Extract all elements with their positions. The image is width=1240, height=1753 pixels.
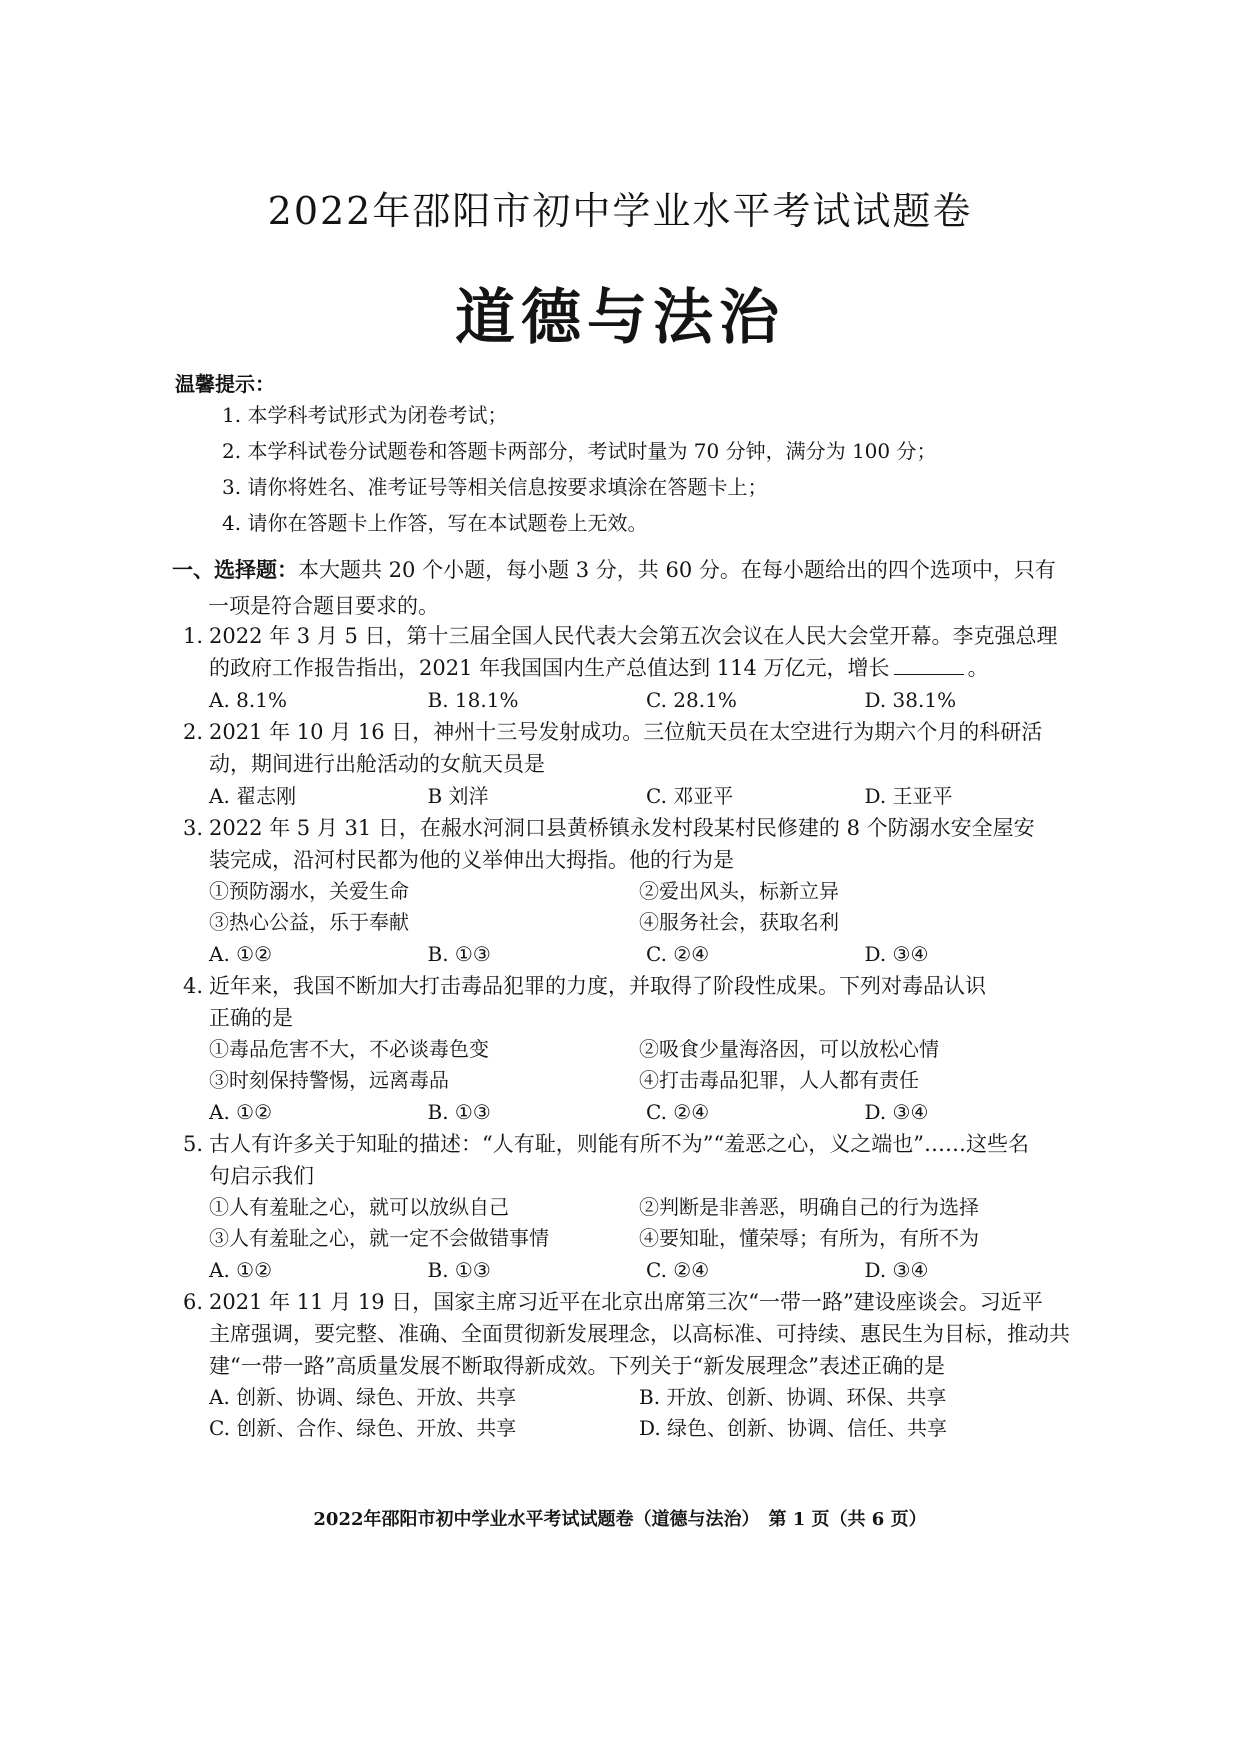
statement: ①人有羞耻之心，就可以放纵自己 <box>209 1195 509 1219</box>
option-b: B. 开放、创新、协调、环保、共享 <box>639 1385 947 1409</box>
option-c: C. ②④ <box>646 1258 710 1282</box>
question-3 <box>183 812 1083 970</box>
question-number: 4. <box>183 974 204 998</box>
notice-item: 2. 本学科试卷分试题卷和答题卡两部分，考试时量为 70 分钟，满分为 100 分； <box>222 439 937 463</box>
option-a: A. ①② <box>209 1100 273 1124</box>
statement-list <box>183 1192 1083 1254</box>
option-c: C. ②④ <box>646 1100 710 1124</box>
question-stem: 2022 年 5 月 31 日，在赧水河洞口县黄桥镇永发村段某村民修建的 8 个防溺水安全屋安 <box>209 816 1035 840</box>
question-stem-end: 。 <box>967 656 989 680</box>
question-stem: 古人有许多关于知耻的描述：“人有耻，则能有所不为”“羞恶之心，义之端也”……这些名 <box>209 1132 1029 1156</box>
statement: ②吸食少量海洛因，可以放松心情 <box>639 1037 939 1061</box>
option-row <box>183 1254 1083 1286</box>
statement: ③时刻保持警惕，远离毒品 <box>209 1068 449 1092</box>
question-stem: 2021 年 10 月 16 日，神州十三号发射成功。三位航天员在太空进行为期六个月的科研活 <box>209 720 1043 744</box>
exam-title: 2022年邵阳市初中学业水平考试试题卷 <box>267 189 973 233</box>
option-b: B. ①③ <box>427 1100 491 1124</box>
option-a: A. 8.1% <box>209 688 287 712</box>
statement: ④服务社会，获取名利 <box>639 910 839 934</box>
question-stem: 动，期间进行出舱活动的女航天员是 <box>209 752 545 776</box>
subject-title: 道德与法治 <box>455 283 785 353</box>
notice-item: 3. 请你将姓名、准考证号等相关信息按要求填涂在答题卡上； <box>222 475 768 499</box>
notice-item: 4. 请你在答题卡上作答，写在本试题卷上无效。 <box>222 511 648 535</box>
statement: ④打击毒品犯罪，人人都有责任 <box>639 1068 919 1092</box>
question-stem: 近年来，我国不断加大打击毒品犯罪的力度，并取得了阶段性成果。下列对毒品认识 <box>209 974 986 998</box>
question-stem: 的政府工作报告指出，2021 年我国国内生产总值达到 114 万亿元，增长 <box>209 656 890 680</box>
statement-list <box>183 1034 1083 1096</box>
statement: ①预防溺水，关爱生命 <box>209 879 409 903</box>
question-number: 3. <box>183 816 204 840</box>
notice-list <box>222 397 1122 541</box>
question-stem: 句启示我们 <box>209 1164 314 1188</box>
option-list <box>183 1382 1083 1444</box>
notice-heading: 温馨提示： <box>175 372 275 396</box>
section-instructions: 本大题共 20 个小题，每小题 3 分，共 60 分。在每小题给出的四个选项中，只有 <box>298 558 1056 582</box>
question-number: 5. <box>183 1132 204 1156</box>
page-footer: 2022年邵阳市初中学业水平考试试题卷（道德与法治） 第 1 页（共 6 页） <box>313 1509 927 1530</box>
option-row <box>183 1096 1083 1128</box>
question-4 <box>183 970 1083 1128</box>
option-a: A. 翟志刚 <box>209 784 297 808</box>
option-d: D. 38.1% <box>864 688 957 712</box>
question-list <box>183 620 1083 1444</box>
option-d: D. 王亚平 <box>864 784 953 808</box>
option-d: D. ③④ <box>864 942 929 966</box>
option-c: C. 28.1% <box>646 688 737 712</box>
option-d: D. ③④ <box>864 1258 929 1282</box>
question-1 <box>183 620 1083 716</box>
statement: ③热心公益，乐于奉献 <box>209 910 409 934</box>
question-number: 6. <box>183 1290 204 1314</box>
option-c: C. ②④ <box>646 942 710 966</box>
answer-blank <box>894 654 964 675</box>
option-row <box>183 938 1083 970</box>
question-stem: 2021 年 11 月 19 日，国家主席习近平在北京出席第三次“一带一路”建设座谈会。习近平 <box>209 1290 1043 1314</box>
notice-item: 1. 本学科考试形式为闭卷考试； <box>222 403 508 427</box>
question-stem: 正确的是 <box>209 1006 293 1030</box>
question-number: 2. <box>183 720 204 744</box>
question-2 <box>183 716 1083 812</box>
option-a: A. 创新、协调、绿色、开放、共享 <box>209 1385 517 1409</box>
option-row <box>183 780 1083 812</box>
section-header <box>172 552 1072 624</box>
option-d: D. ③④ <box>864 1100 929 1124</box>
option-b: B. 18.1% <box>427 688 519 712</box>
option-b: B. ①③ <box>427 1258 491 1282</box>
question-stem: 装完成，沿河村民都为他的义举伸出大拇指。他的行为是 <box>209 848 734 872</box>
statement: ②爱出风头，标新立异 <box>639 879 839 903</box>
question-5 <box>183 1128 1083 1286</box>
option-d: D. 绿色、创新、协调、信任、共享 <box>639 1416 948 1440</box>
option-a: A. ①② <box>209 942 273 966</box>
statement: ①毒品危害不大，不必谈毒色变 <box>209 1037 489 1061</box>
question-stem: 2022 年 3 月 5 日，第十三届全国人民代表大会第五次会议在人民大会堂开幕。李克强总理 <box>209 624 1058 648</box>
option-a: A. ①② <box>209 1258 273 1282</box>
option-c: C. 创新、合作、绿色、开放、共享 <box>209 1416 517 1440</box>
statement: ③人有羞耻之心，就一定不会做错事情 <box>209 1226 549 1250</box>
question-stem: 建“一带一路”高质量发展不断取得新成效。下列关于“新发展理念”表述正确的是 <box>209 1354 945 1378</box>
question-6 <box>183 1286 1083 1444</box>
statement: ②判断是非善恶，明确自己的行为选择 <box>639 1195 979 1219</box>
question-number: 1. <box>183 624 204 648</box>
option-c: C. 邓亚平 <box>646 784 734 808</box>
statement-list <box>183 876 1083 938</box>
statement: ④要知耻，懂荣辱；有所为，有所不为 <box>639 1226 979 1250</box>
option-b: B 刘洋 <box>427 784 489 808</box>
option-row <box>183 684 1083 716</box>
section-label: 一、选择题： <box>172 557 298 582</box>
option-b: B. ①③ <box>427 942 491 966</box>
question-stem: 主席强调，要完整、准确、全面贯彻新发展理念，以高标准、可持续、惠民生为目标，推动共 <box>209 1322 1070 1346</box>
section-instructions-cont: 一项是符合题目要求的。 <box>208 594 439 618</box>
